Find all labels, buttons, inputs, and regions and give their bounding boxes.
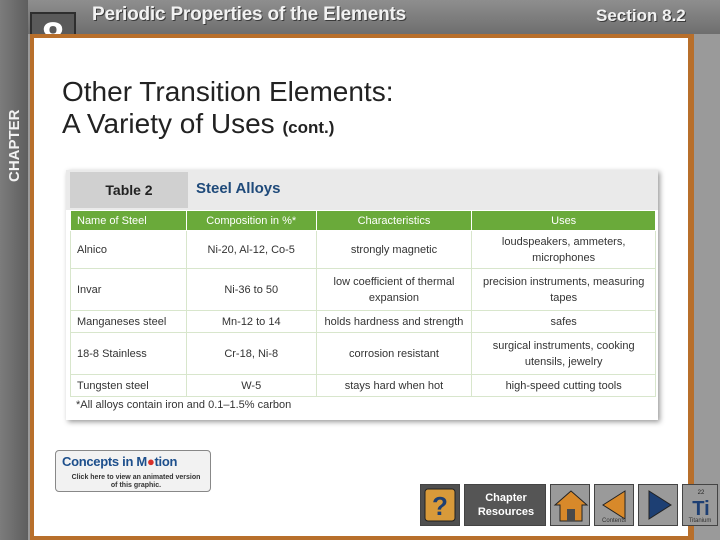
composition-cell: Ni-36 to 50 xyxy=(186,269,316,311)
table-row xyxy=(71,333,656,375)
previous-button[interactable] xyxy=(594,484,634,526)
characteristics-cell: holds hardness and strength xyxy=(316,311,472,333)
composition-cell: Cr-18, Ni-8 xyxy=(186,333,316,375)
slide-title-line2-text: A Variety of Uses xyxy=(62,108,275,139)
help-icon xyxy=(421,485,461,527)
home-icon xyxy=(551,485,591,527)
element-number: 22 xyxy=(697,490,705,496)
help-glyph: ? xyxy=(432,491,448,521)
cim-logo-b: tion xyxy=(154,454,178,469)
prev-label: Contents xyxy=(601,518,626,524)
table-heading xyxy=(66,170,658,210)
home-button[interactable] xyxy=(550,484,590,526)
slide-title-cont: (cont.) xyxy=(282,118,335,137)
uses-cell: high-speed cutting tools xyxy=(472,375,656,397)
cim-logo-o: ● xyxy=(146,454,155,469)
next-arrow-icon xyxy=(639,485,679,527)
characteristics-cell: low coefficient of thermal expansion xyxy=(316,269,472,311)
concepts-in-motion-button[interactable] xyxy=(55,450,211,492)
column-header: Uses xyxy=(472,211,656,231)
concepts-subtitle: Click here to view an animated version of this graphic. xyxy=(71,474,201,489)
composition-cell: W-5 xyxy=(186,375,316,397)
steel-name-cell: 18-8 Stainless xyxy=(71,333,187,375)
cim-logo-a: Concepts in M xyxy=(62,454,147,469)
steel-name-cell: Invar xyxy=(71,269,187,311)
chapter-word xyxy=(4,94,24,184)
help-button[interactable] xyxy=(420,484,460,526)
element-label: Titanium xyxy=(688,518,712,524)
uses-cell: surgical instruments, cooking utensils, jewelry xyxy=(472,333,656,375)
header-title: Periodic Properties of the Elements xyxy=(92,4,406,25)
column-header: Name of Steel xyxy=(71,211,187,231)
table-caption: Steel Alloys xyxy=(196,180,281,197)
characteristics-cell: stays hard when hot xyxy=(316,375,472,397)
steel-alloys-table-card xyxy=(66,170,658,420)
chapter-resources-label: Chapter Resources xyxy=(477,492,535,518)
steel-name-cell: Tungsten steel xyxy=(71,375,187,397)
table-header-row xyxy=(71,211,656,231)
uses-cell: safes xyxy=(472,311,656,333)
next-button[interactable] xyxy=(638,484,678,526)
table-footnote: *All alloys contain iron and 0.1–1.5% carbon xyxy=(76,399,292,411)
uses-cell: loudspeakers, ammeters, microphones xyxy=(472,231,656,269)
table-row xyxy=(71,375,656,397)
table-number: Table 2 xyxy=(70,172,188,208)
chapter-resources-button[interactable] xyxy=(464,484,546,526)
chapter-word-text: CHAPTER xyxy=(6,109,23,182)
composition-cell: Mn-12 to 14 xyxy=(186,311,316,333)
table-row xyxy=(71,269,656,311)
chapter-band xyxy=(0,0,28,540)
column-header: Characteristics xyxy=(316,211,472,231)
table-row xyxy=(71,231,656,269)
section-label: Section 8.2 xyxy=(596,6,686,25)
table-row xyxy=(71,311,656,333)
column-header: Composition in %* xyxy=(186,211,316,231)
header-bar xyxy=(0,0,720,34)
steel-name-cell: Alnico xyxy=(71,231,187,269)
slide-title-line1: Other Transition Elements: xyxy=(62,76,394,107)
element-symbol: Ti xyxy=(692,498,710,520)
characteristics-cell: corrosion resistant xyxy=(316,333,472,375)
steel-alloys-table xyxy=(70,210,656,397)
composition-cell: Ni-20, Al-12, Co-5 xyxy=(186,231,316,269)
characteristics-cell: strongly magnetic xyxy=(316,231,472,269)
slide-title xyxy=(62,76,393,144)
steel-name-cell: Manganeses steel xyxy=(71,311,187,333)
concepts-in-motion-logo xyxy=(62,454,177,469)
periodic-element-button[interactable] xyxy=(682,484,718,526)
uses-cell: precision instruments, measuring tapes xyxy=(472,269,656,311)
slide-title-line2 xyxy=(62,108,393,144)
